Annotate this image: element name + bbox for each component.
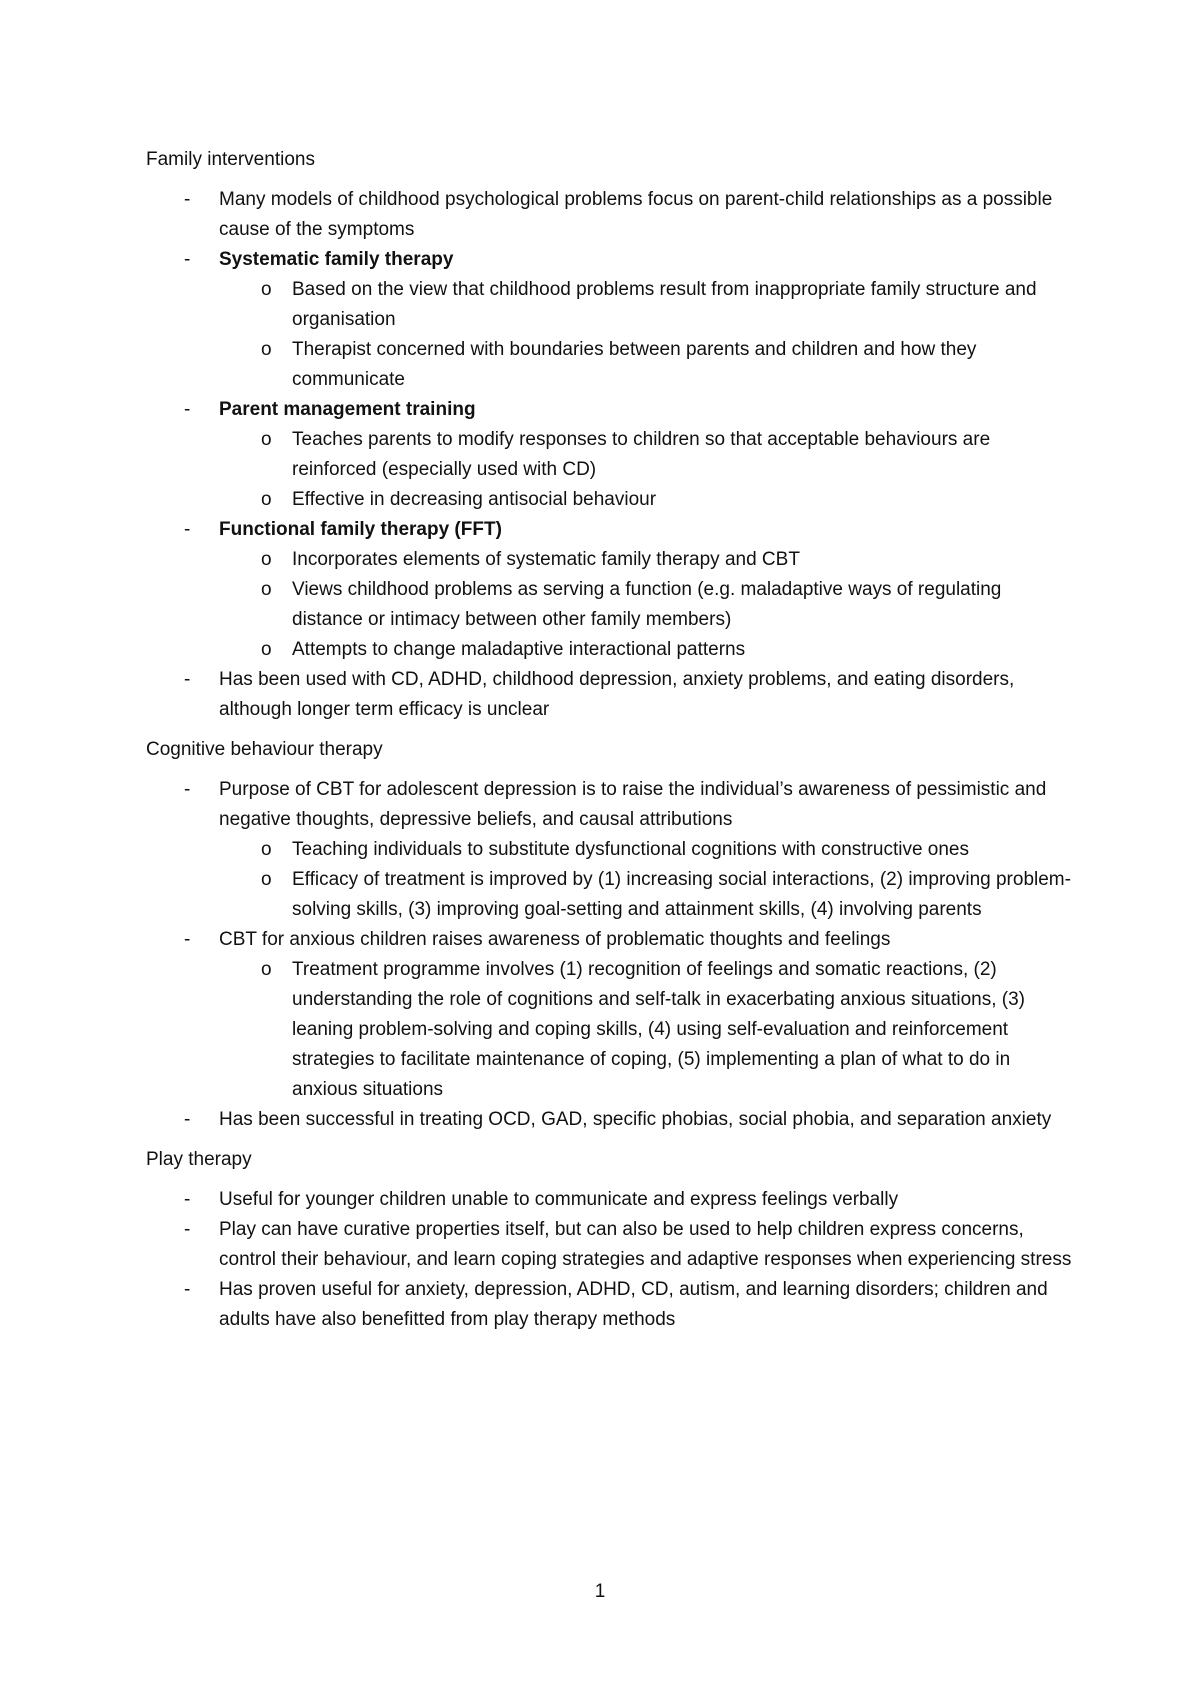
circle-bullet-marker: o	[261, 579, 272, 600]
sub-bullet-item	[146, 545, 1076, 575]
dash-bullet-marker: -	[184, 399, 191, 420]
section-heading: Cognitive behaviour therapy	[146, 739, 383, 760]
bullet-text: Has been successful in treating OCD, GAD, specific phobias, social phobia, and separation anxiety	[219, 1109, 1052, 1130]
section-heading: Family interventions	[146, 149, 315, 170]
bullet-text: Attempts to change maladaptive interactional patterns	[292, 639, 746, 660]
circle-bullet-marker: o	[261, 869, 272, 890]
circle-bullet-marker: o	[261, 839, 272, 860]
bullet-text: Has proven useful for anxiety, depression, ADHD, CD, autism, and learning disorders; children and adults have also benefitted from play therapy methods	[219, 1279, 1048, 1330]
dash-bullet-marker: -	[184, 519, 191, 540]
circle-bullet-marker: o	[261, 639, 272, 660]
bullet-text: Based on the view that childhood problems result from inappropriate family structure and organisation	[292, 279, 1037, 330]
document-body	[146, 145, 1076, 1335]
bullet-item	[146, 515, 1076, 545]
circle-bullet-marker: o	[261, 959, 272, 980]
bullet-text: Has been used with CD, ADHD, childhood depression, anxiety problems, and eating disorders, although longer term efficacy is unclear	[219, 669, 1015, 720]
dash-bullet-marker: -	[184, 669, 191, 690]
dash-bullet-marker: -	[184, 1189, 191, 1210]
circle-bullet-marker: o	[261, 489, 272, 510]
dash-bullet-marker: -	[184, 249, 191, 270]
bullet-text: Many models of childhood psychological problems focus on parent-child relationships as a possible cause of the symptoms	[219, 189, 1053, 240]
bullet-text: Parent management training	[219, 399, 476, 420]
sub-bullet-item	[146, 835, 1076, 865]
dash-bullet-marker: -	[184, 1279, 191, 1300]
sub-bullet-item	[146, 635, 1076, 665]
section-heading: Play therapy	[146, 1149, 252, 1170]
bullet-text: Efficacy of treatment is improved by (1) increasing social interactions, (2) improving problem-solving skills, (3) improving goal-setting and attainment skills, (4) involving parents	[292, 869, 1071, 920]
circle-bullet-marker: o	[261, 429, 272, 450]
sub-bullet-item	[146, 485, 1076, 515]
bullet-text: Therapist concerned with boundaries between parents and children and how they communicate	[292, 339, 977, 390]
bullet-text: Purpose of CBT for adolescent depression is to raise the individual’s awareness of pessimistic and negative thoughts, depressive beliefs, and causal attributions	[219, 779, 1047, 830]
document-section	[146, 735, 1076, 1135]
bullet-text: CBT for anxious children raises awareness of problematic thoughts and feelings	[219, 929, 891, 950]
bullet-text: Play can have curative properties itself, but can also be used to help children express concerns, control their behaviour, and learn coping strategies and adaptive responses when experiencing stress	[219, 1219, 1072, 1270]
circle-bullet-marker: o	[261, 549, 272, 570]
dash-bullet-marker: -	[184, 1109, 191, 1130]
bullet-item	[146, 1215, 1076, 1275]
sub-bullet-item	[146, 335, 1076, 395]
bullet-item	[146, 185, 1076, 245]
circle-bullet-marker: o	[261, 339, 272, 360]
bullet-text: Functional family therapy (FFT)	[219, 519, 502, 540]
bullet-item	[146, 925, 1076, 955]
bullet-text: Views childhood problems as serving a function (e.g. maladaptive ways of regulating distance or intimacy between other family members)	[292, 579, 1002, 630]
sub-bullet-item	[146, 955, 1076, 1105]
bullet-text: Useful for younger children unable to communicate and express feelings verbally	[219, 1189, 899, 1210]
bullet-item	[146, 1105, 1076, 1135]
bullet-text: Incorporates elements of systematic family therapy and CBT	[292, 549, 800, 570]
circle-bullet-marker: o	[261, 279, 272, 300]
bullet-item	[146, 1185, 1076, 1215]
sub-bullet-item	[146, 575, 1076, 635]
bullet-item	[146, 775, 1076, 835]
dash-bullet-marker: -	[184, 1219, 191, 1240]
sub-bullet-item	[146, 425, 1076, 485]
bullet-item	[146, 245, 1076, 275]
bullet-text: Systematic family therapy	[219, 249, 454, 270]
dash-bullet-marker: -	[184, 779, 191, 800]
document-section	[146, 145, 1076, 725]
bullet-text: Teaching individuals to substitute dysfunctional cognitions with constructive ones	[292, 839, 969, 860]
dash-bullet-marker: -	[184, 929, 191, 950]
bullet-text: Teaches parents to modify responses to children so that acceptable behaviours are reinforced (especially used with CD)	[292, 429, 991, 480]
sub-bullet-item	[146, 865, 1076, 925]
sub-bullet-item	[146, 275, 1076, 335]
bullet-item	[146, 395, 1076, 425]
page-number: 1	[594, 1581, 606, 1602]
bullet-item	[146, 665, 1076, 725]
dash-bullet-marker: -	[184, 189, 191, 210]
bullet-text: Effective in decreasing antisocial behaviour	[292, 489, 657, 510]
bullet-item	[146, 1275, 1076, 1335]
bullet-text: Treatment programme involves (1) recognition of feelings and somatic reactions, (2) understanding the role of cognitions and self-talk in exacerbating anxious situations, (3) leaning problem-solving and coping skills, (4) using self-evaluation and reinforcement strategies to facilitate maintenance of coping, (5) implementing a plan of what to do in anxious situations	[292, 959, 1025, 1100]
document-section	[146, 1145, 1076, 1335]
